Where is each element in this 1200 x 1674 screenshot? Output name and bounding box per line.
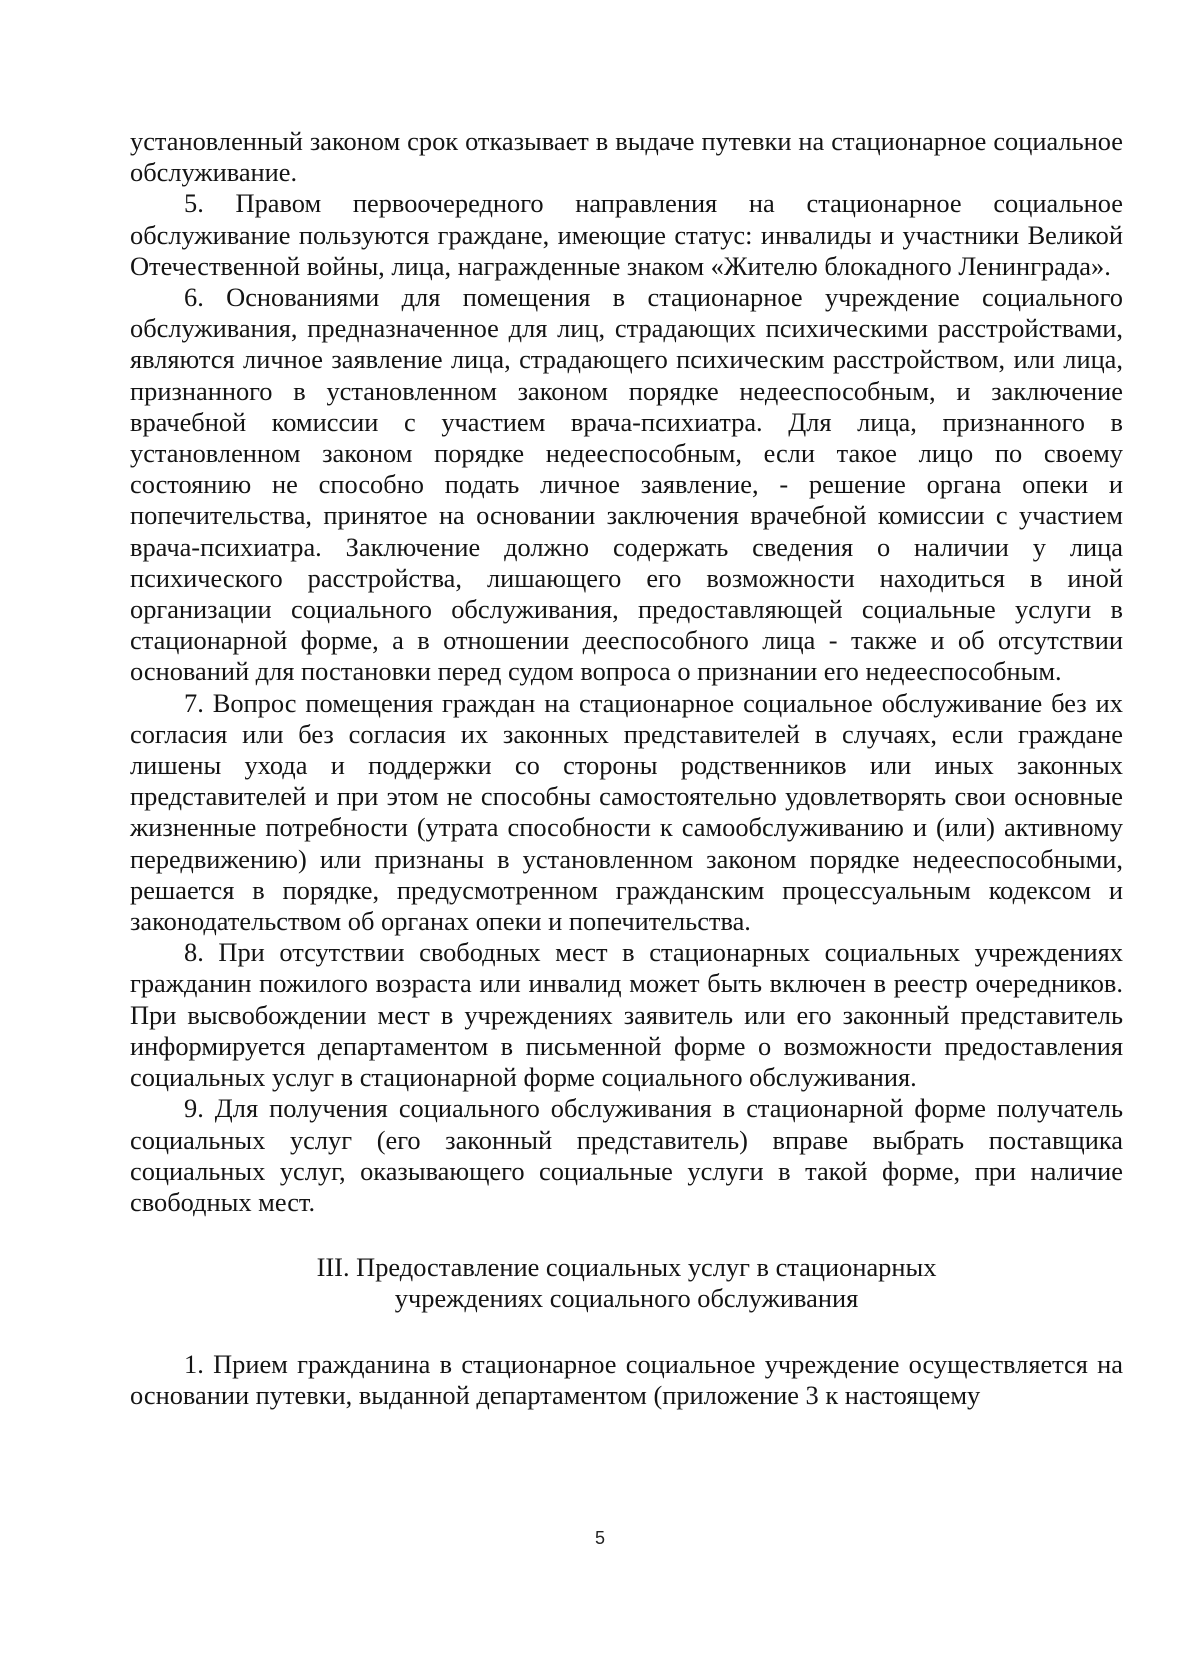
document-body [130, 126, 1123, 1411]
paragraph-5: 5. Правом первоочередного направления на стационарное социальное обслуживание пользуются граждане, имеющие статус: инвалиды и участники Великой Отечественной войны, лица, награжденные знаком «Жителю блокадного Ленинграда». [130, 188, 1123, 281]
section-heading-line-1: III. Предоставление социальных услуг в стационарных [316, 1252, 937, 1283]
paragraph-7: 7. Вопрос помещения граждан на стационарное социальное обслуживание без их согласия или без согласия их законных представителей в случаях, если граждане лишены ухода и поддержки со стороны родственников или иных законных представителей и при этом не способны самостоятельно удовлетворять свои основные жизненные потребности (утрата способности к самообслуживанию и (или) активному передвижению) или признаны в установленном законом порядке недееспособными, решается в порядке, предусмотренном гражданским процессуальным кодексом и законодательством об органах опеки и попечительства. [130, 687, 1123, 937]
section-3-paragraph-1: 1. Прием гражданина в стационарное социальное учреждение осуществляется на основании путевки, выданной департаментом (приложение 3 к настоящему [130, 1348, 1123, 1410]
paragraph-9: 9. Для получения социального обслуживания в стационарной форме получатель социальных услуг (его законный представитель) вправе выбрать поставщика социальных услуг, оказывающего социальные услуги в такой форме, при наличие свободных мест. [130, 1093, 1123, 1217]
section-heading [130, 1252, 1123, 1314]
paragraph-6: 6. Основаниями для помещения в стационарное учреждение социального обслуживания, предназначенное для лиц, страдающих психическими расстройствами, являются личное заявление лица, страдающего психическим расстройством, или лица, признанного в установленном законом порядке недееспособным, и заключение врачебной комиссии с участием врача-психиатра. Для лица, признанного в установленном законом порядке недееспособным, если такое лицо по своему состоянию не способно подать личное заявление, - решение органа опеки и попечительства, принятое на основании заключения врачебной комиссии с участием врача-психиатра. Заключение должно содержать сведения о наличии у лица психического расстройства, лишающего его возможности находиться в иной организации социального обслуживания, предоставляющей социальные услуги в стационарной форме, а в отношении дееспособного лица - также и об отсутствии оснований для постановки перед судом вопроса о признании его недееспособным. [130, 282, 1123, 687]
paragraph-8: 8. При отсутствии свободных мест в стационарных социальных учреждениях гражданин пожилого возраста или инвалид может быть включен в реестр очередников. При высвобождении мест в учреждениях заявитель или его законный представитель информируется департаментом в письменной форме о возможности предоставления социальных услуг в стационарной форме социального обслуживания. [130, 937, 1123, 1093]
section-heading-line-2: учреждениях социального обслуживания [394, 1283, 859, 1314]
paragraph-continuation: установленный законом срок отказывает в выдаче путевки на стационарное социальное обслуживание. [130, 126, 1123, 188]
page-number: 5 [594, 1528, 605, 1548]
